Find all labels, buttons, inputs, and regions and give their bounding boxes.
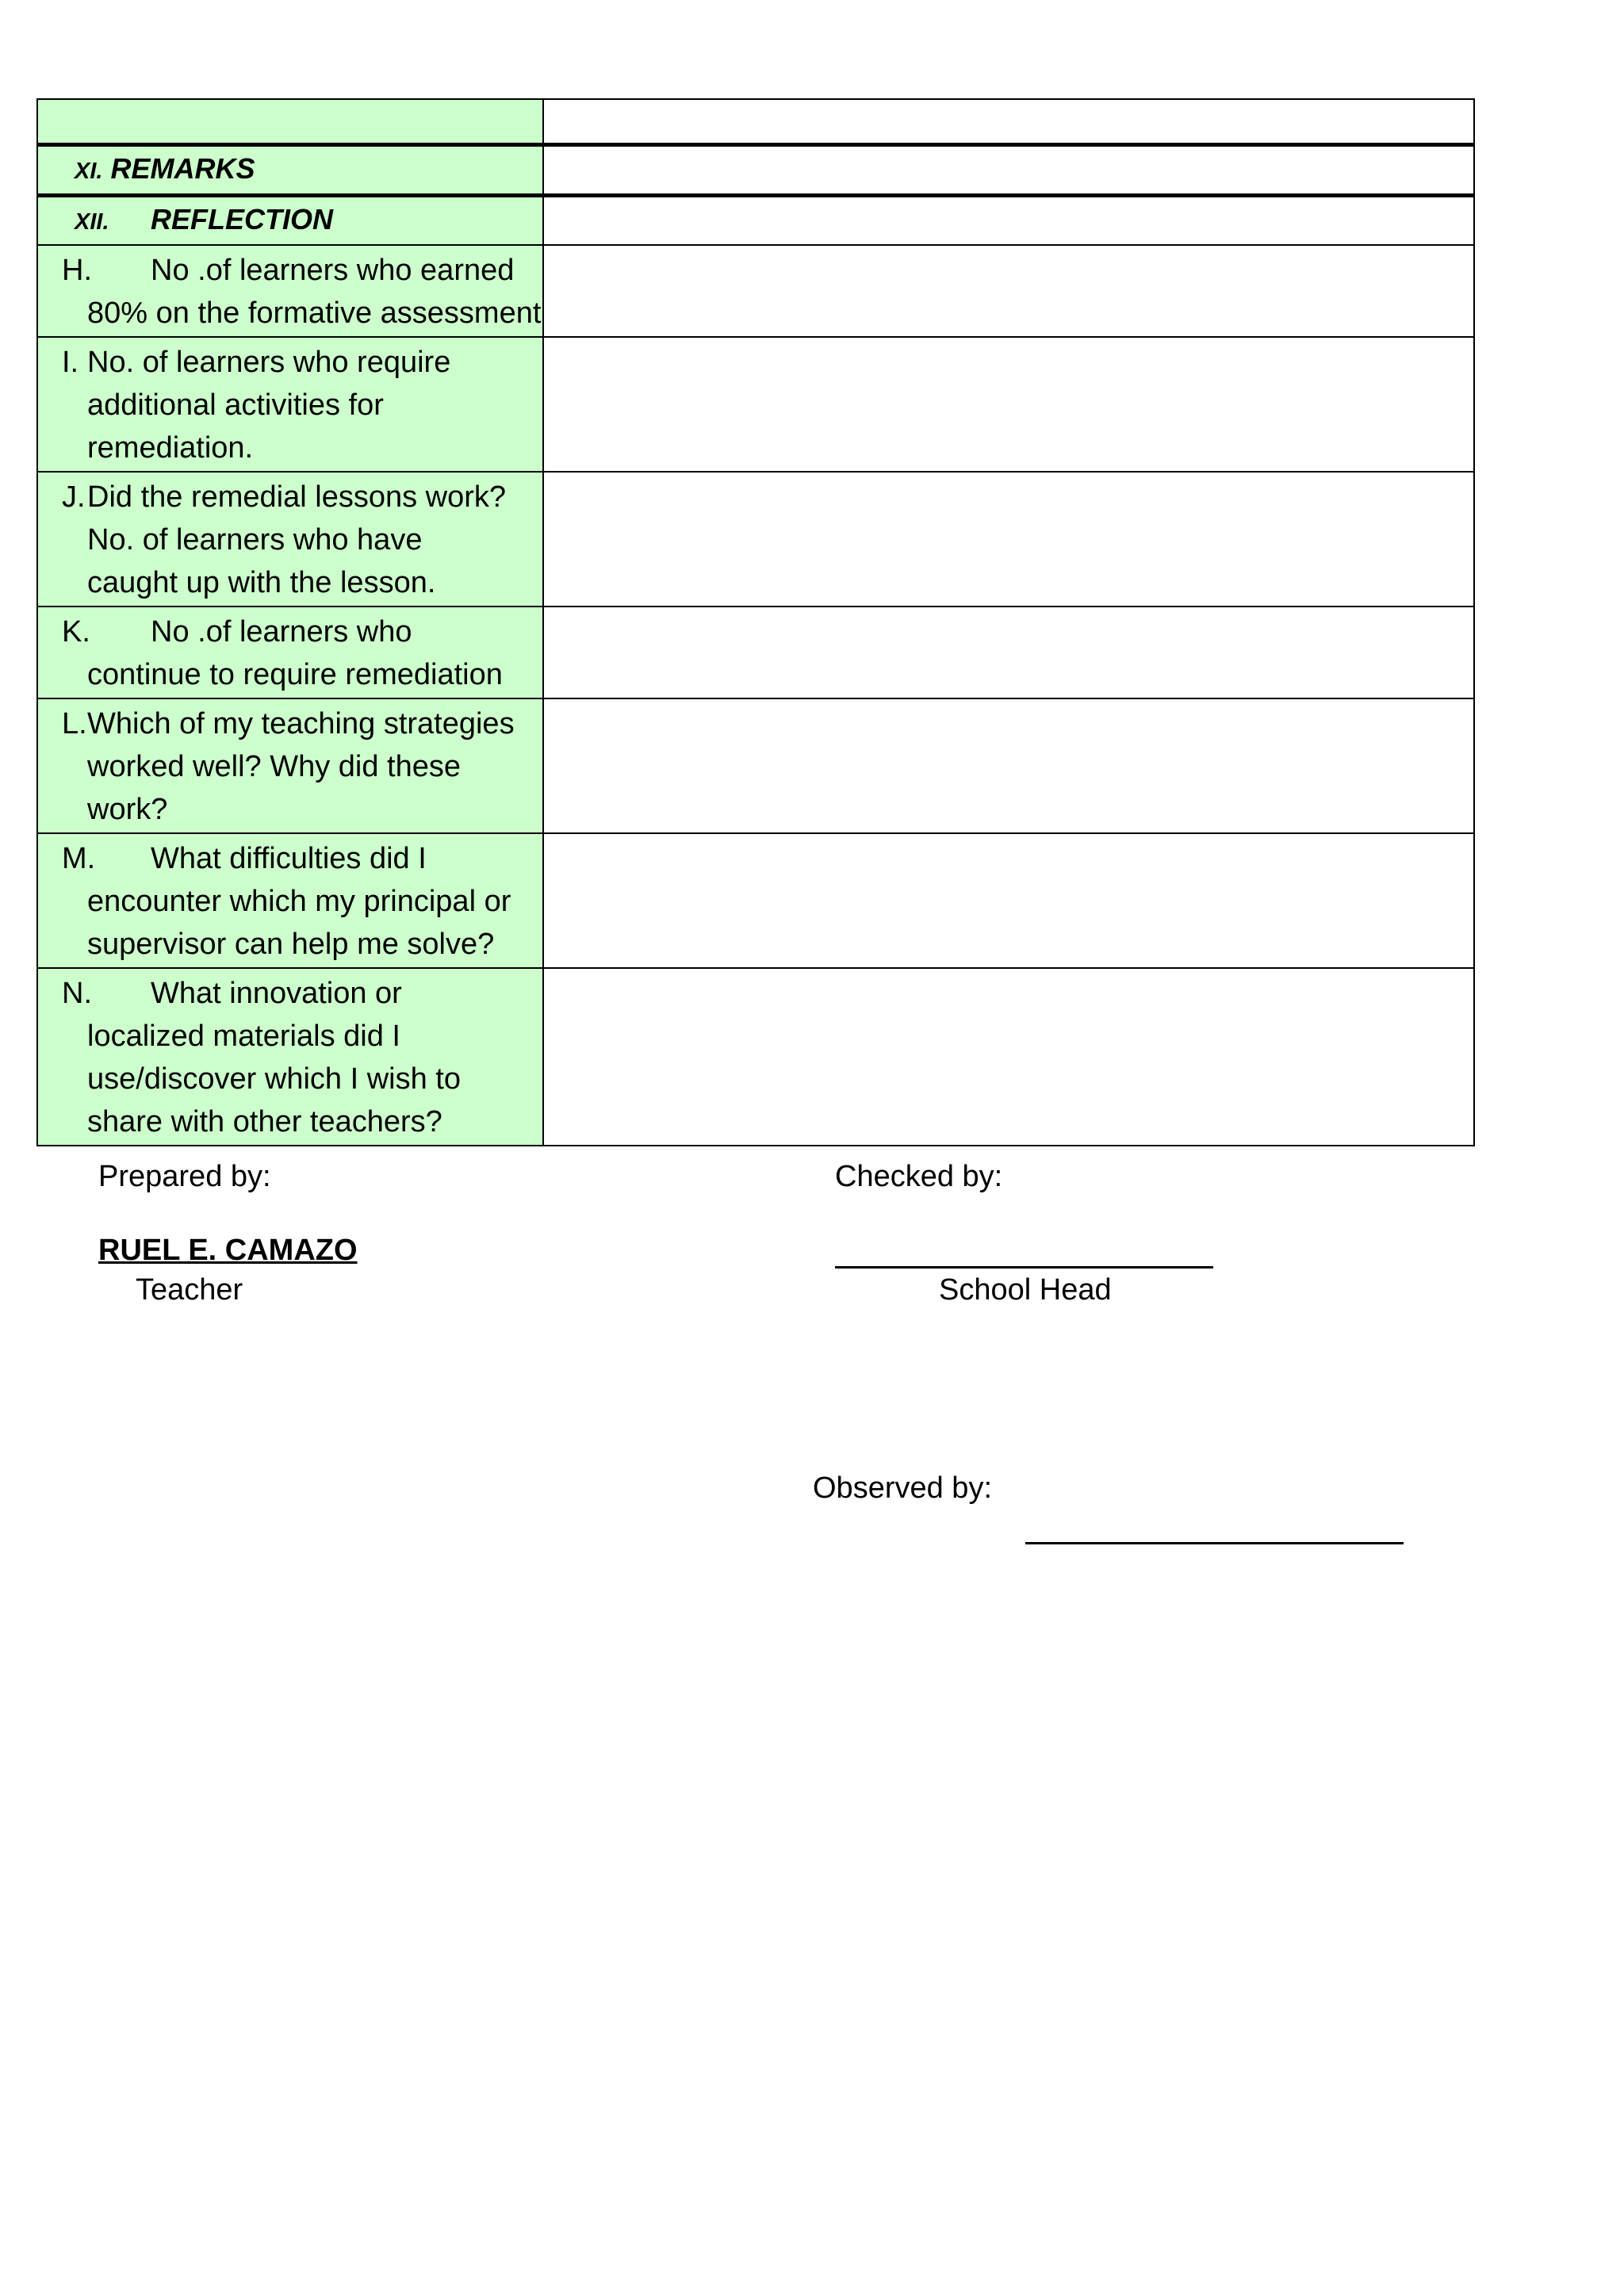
item-value-cell[interactable] bbox=[543, 472, 1474, 607]
item-letter: L. bbox=[62, 706, 87, 740]
item-first-line: No .of learners who earned bbox=[151, 253, 515, 287]
table-row bbox=[37, 99, 1474, 144]
table-row bbox=[37, 245, 1474, 337]
item-label-cell[interactable] bbox=[37, 968, 543, 1146]
item-line: additional activities for bbox=[87, 388, 384, 422]
reflection-table bbox=[36, 98, 1475, 1146]
item-letter: M. bbox=[62, 841, 96, 875]
blank-label-cell[interactable] bbox=[37, 99, 543, 144]
remarks-numeral: XI. bbox=[75, 158, 103, 184]
item-line: continue to require remediation bbox=[87, 657, 503, 691]
item-letter: I. bbox=[62, 345, 79, 379]
item-value-cell[interactable] bbox=[543, 968, 1474, 1146]
prepared-by-label: Prepared by: bbox=[98, 1160, 271, 1193]
school-head-signature-line bbox=[835, 1266, 1213, 1269]
item-value-cell[interactable] bbox=[543, 337, 1474, 472]
table-row bbox=[37, 968, 1474, 1146]
item-first-line: What innovation or bbox=[151, 976, 402, 1010]
table-row bbox=[37, 337, 1474, 472]
remarks-value-cell[interactable] bbox=[543, 144, 1474, 195]
item-value-cell[interactable] bbox=[543, 245, 1474, 337]
item-value-cell[interactable] bbox=[543, 698, 1474, 833]
item-n-text bbox=[38, 969, 542, 1145]
item-first-line: No .of learners who bbox=[151, 614, 412, 649]
item-line: use/discover which I wish to bbox=[87, 1062, 461, 1096]
reflection-numeral: XII. bbox=[75, 209, 109, 235]
item-line: encounter which my principal or bbox=[87, 884, 511, 918]
item-line: share with other teachers? bbox=[87, 1104, 442, 1138]
school-head-role: School Head bbox=[939, 1273, 1112, 1307]
item-value-cell[interactable] bbox=[543, 607, 1474, 698]
teacher-role: Teacher bbox=[136, 1273, 243, 1307]
item-line: work? bbox=[87, 792, 168, 826]
remarks-label-cell[interactable] bbox=[37, 144, 543, 195]
item-first-line: What difficulties did I bbox=[151, 841, 427, 875]
reflection-label-cell[interactable] bbox=[37, 195, 543, 245]
reflection-value-cell[interactable] bbox=[543, 195, 1474, 245]
item-line: remediation. bbox=[87, 430, 254, 465]
checked-by-label: Checked by: bbox=[835, 1160, 1003, 1193]
item-line: 80% on the formative assessment bbox=[87, 296, 542, 330]
item-label-cell[interactable] bbox=[37, 245, 543, 337]
table-row bbox=[37, 833, 1474, 968]
item-line: worked well? Why did these bbox=[87, 749, 461, 783]
item-line: localized materials did I bbox=[87, 1019, 400, 1053]
reflection-row bbox=[37, 195, 1474, 245]
item-m-text bbox=[38, 834, 542, 967]
item-line: No. of learners who have bbox=[87, 522, 423, 557]
item-h-text bbox=[38, 246, 542, 336]
item-letter: K. bbox=[62, 614, 90, 649]
teacher-name: RUEL E. CAMAZO bbox=[98, 1234, 358, 1267]
table-row bbox=[37, 607, 1474, 698]
item-line: supervisor can help me solve? bbox=[87, 927, 495, 961]
remarks-title: REMARKS bbox=[110, 151, 255, 185]
item-i-text bbox=[38, 338, 542, 471]
item-first-line: No. of learners who require bbox=[87, 345, 451, 379]
table-row bbox=[37, 698, 1474, 833]
item-label-cell[interactable] bbox=[37, 833, 543, 968]
item-value-cell[interactable] bbox=[543, 833, 1474, 968]
item-l-text bbox=[38, 699, 542, 832]
item-label-cell[interactable] bbox=[37, 472, 543, 607]
remarks-row bbox=[37, 144, 1474, 195]
item-letter: N. bbox=[62, 976, 92, 1010]
item-letter: H. bbox=[62, 253, 92, 287]
item-label-cell[interactable] bbox=[37, 607, 543, 698]
item-j-text bbox=[38, 473, 542, 606]
item-label-cell[interactable] bbox=[37, 698, 543, 833]
item-label-cell[interactable] bbox=[37, 337, 543, 472]
blank-value-cell[interactable] bbox=[543, 99, 1474, 144]
reflection-title: REFLECTION bbox=[151, 202, 333, 235]
item-letter: J. bbox=[62, 480, 86, 514]
item-k-text bbox=[38, 607, 542, 698]
item-first-line: Which of my teaching strategies bbox=[87, 706, 515, 740]
observed-by-label: Observed by: bbox=[813, 1471, 992, 1505]
item-first-line: Did the remedial lessons work? bbox=[87, 480, 507, 514]
observer-signature-line bbox=[1025, 1542, 1404, 1544]
table-row bbox=[37, 472, 1474, 607]
item-line: caught up with the lesson. bbox=[87, 565, 436, 599]
